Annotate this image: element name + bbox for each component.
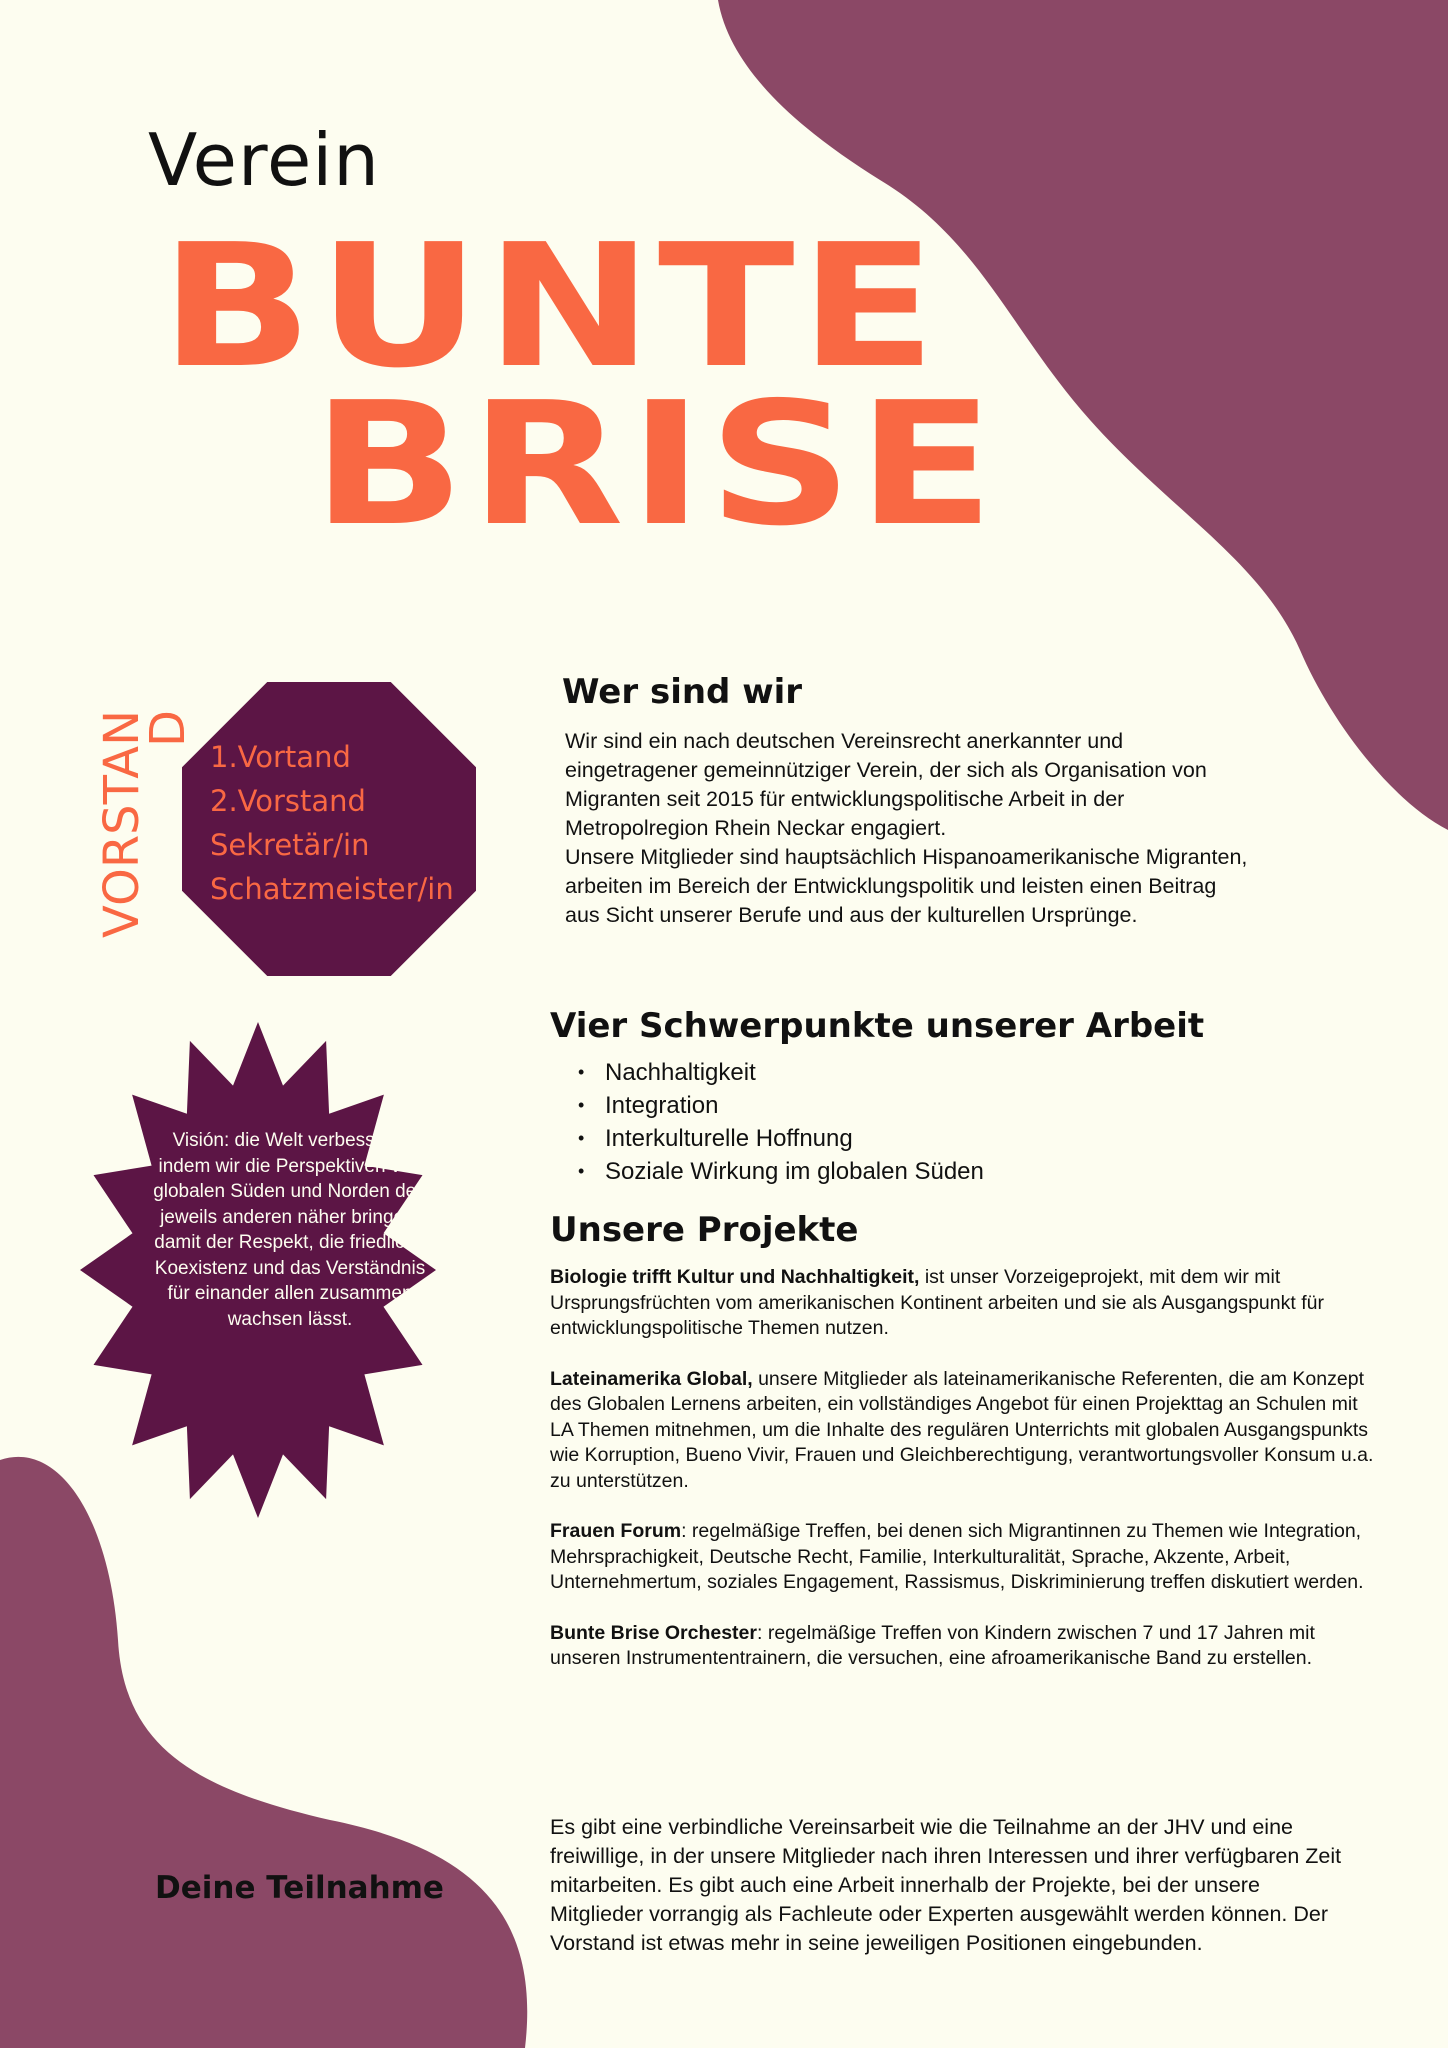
title-brise: BRISE bbox=[312, 366, 1000, 564]
list-item: • Soziale Wirkung im globalen Süden bbox=[578, 1155, 984, 1188]
project-title: Frauen Forum bbox=[550, 1520, 682, 1542]
project-item bbox=[550, 1519, 1380, 1596]
list-item: • Interkulturelle Hoffnung bbox=[578, 1122, 984, 1155]
verein-label: Verein bbox=[148, 118, 380, 202]
heading-deine-teilnahme: Deine Teilnahme bbox=[155, 1870, 444, 1906]
project-title: Lateinamerika Global, bbox=[550, 1367, 753, 1390]
vision-text: Visión: die Welt verbessern, indem wir die Perspektiven von globalen Süden und Norden den jeweils anderen näher bringen, damit der Respekt, die friedliche Koexistenz und das Verständnis für einander allen zusammen wachsen lässt. bbox=[153, 1130, 427, 1330]
vorstand-role: 2.Vorstand bbox=[210, 784, 366, 818]
vorstand-label-line2: D bbox=[140, 710, 196, 747]
project-title: Bunte Brise Orchester bbox=[550, 1621, 757, 1644]
schwerpunkte-list bbox=[578, 1056, 984, 1188]
project-text: : regelmäßige Treffen von Kindern zwischen 7 und 17 Jahren mit unseren Instrumententrainern, die versuchen, eine afroamerikanische Band zu erstellen. bbox=[550, 1621, 1315, 1669]
wer-paragraph-2: Unsere Mitglieder sind hauptsächlich Hispanoamerikanische Migranten, arbeiten im Bereich der Entwicklungspolitik und leisten einen Beitrag aus Sicht unserer Berufe und aus der kulturellen Ursprünge. bbox=[565, 845, 1248, 927]
project-text: : regelmäßige Treffen, bei denen sich Migrantinnen zu Themen wie Integration, Mehrsprachigkeit, Deutsche Recht, Familie, Interkulturalität, Sprache, Akzente, Arbeit, Unternehmertum, soziales Engagement, Rassismus, Diskriminierung treffen diskutiert werden. bbox=[550, 1520, 1364, 1593]
project-title: Biologie trifft Kultur und Nachhaltigkeit, bbox=[550, 1266, 920, 1288]
teilnahme-text: Es gibt eine verbindliche Vereinsarbeit wie die Teilnahme an der JHV und eine freiwillige, in der unsere Mitglieder nach ihren Interessen und ihrer verfügbaren Zeit mitarbeiten. Es gibt auch eine Arbeit innerhalb der Projekte, bei der unsere Mitglieder vorrangig als Fachleute oder Experten ausgewählt werden können. Der Vorstand ist etwas mehr in seine jeweiligen Positionen eingebunden. bbox=[550, 1815, 1342, 1955]
list-item: • Nachhaltigkeit bbox=[578, 1056, 984, 1089]
project-text: unsere Mitglieder als lateinamerikanische Referenten, die am Konzept des Globalen Lernens arbeiten, ein vollständiges Angebot für einen Projekttag an Schulen mit LA Themen mitnehmen, um die Inhalte des regulären Unterrichts mit globalen Ausgangspunkts wie Korruption, Bueno Vivir, Frauen und Gleichberechtigung, verantwortungsvoller Konsum u.a. zu unterstützen. bbox=[550, 1367, 1374, 1492]
heading-wer-sind-wir: Wer sind wir bbox=[562, 672, 803, 712]
list-item: • Integration bbox=[578, 1089, 984, 1122]
project-item bbox=[550, 1621, 1380, 1672]
bottom-left-blob bbox=[0, 1457, 527, 2048]
title-bunte: BUNTE bbox=[160, 208, 942, 406]
vorstand-roles-list bbox=[210, 735, 454, 911]
vorstand-label-line1: VORSTAN bbox=[94, 710, 150, 938]
heading-projekte: Unsere Projekte bbox=[550, 1210, 859, 1250]
vorstand-role: Schatzmeister/in bbox=[210, 872, 454, 906]
wer-sind-wir-text bbox=[565, 727, 1255, 930]
project-text: ist unser Vorzeigeprojekt, mit dem wir mit Ursprungsfrüchten vom amerikanischen Kontinent arbeiten und sie als Ausgangspunkt für entwicklungspolitische Themen nutzen. bbox=[550, 1266, 1324, 1339]
heading-schwerpunkte: Vier Schwerpunkte unserer Arbeit bbox=[550, 1006, 1205, 1046]
vorstand-role: Sekretär/in bbox=[210, 828, 370, 862]
wer-paragraph-1: Wir sind ein nach deutschen Vereinsrecht anerkannter und eingetragener gemeinnütziger Verein, der sich als Organisation von Migranten seit 2015 für entwicklungspolitische Arbeit in der Metropolregion Rhein Neckar engagiert. bbox=[565, 729, 1207, 840]
project-item bbox=[550, 1367, 1380, 1495]
project-item bbox=[550, 1265, 1380, 1342]
vorstand-role: 1.Vortand bbox=[210, 740, 351, 774]
projekte-list bbox=[550, 1265, 1380, 1697]
